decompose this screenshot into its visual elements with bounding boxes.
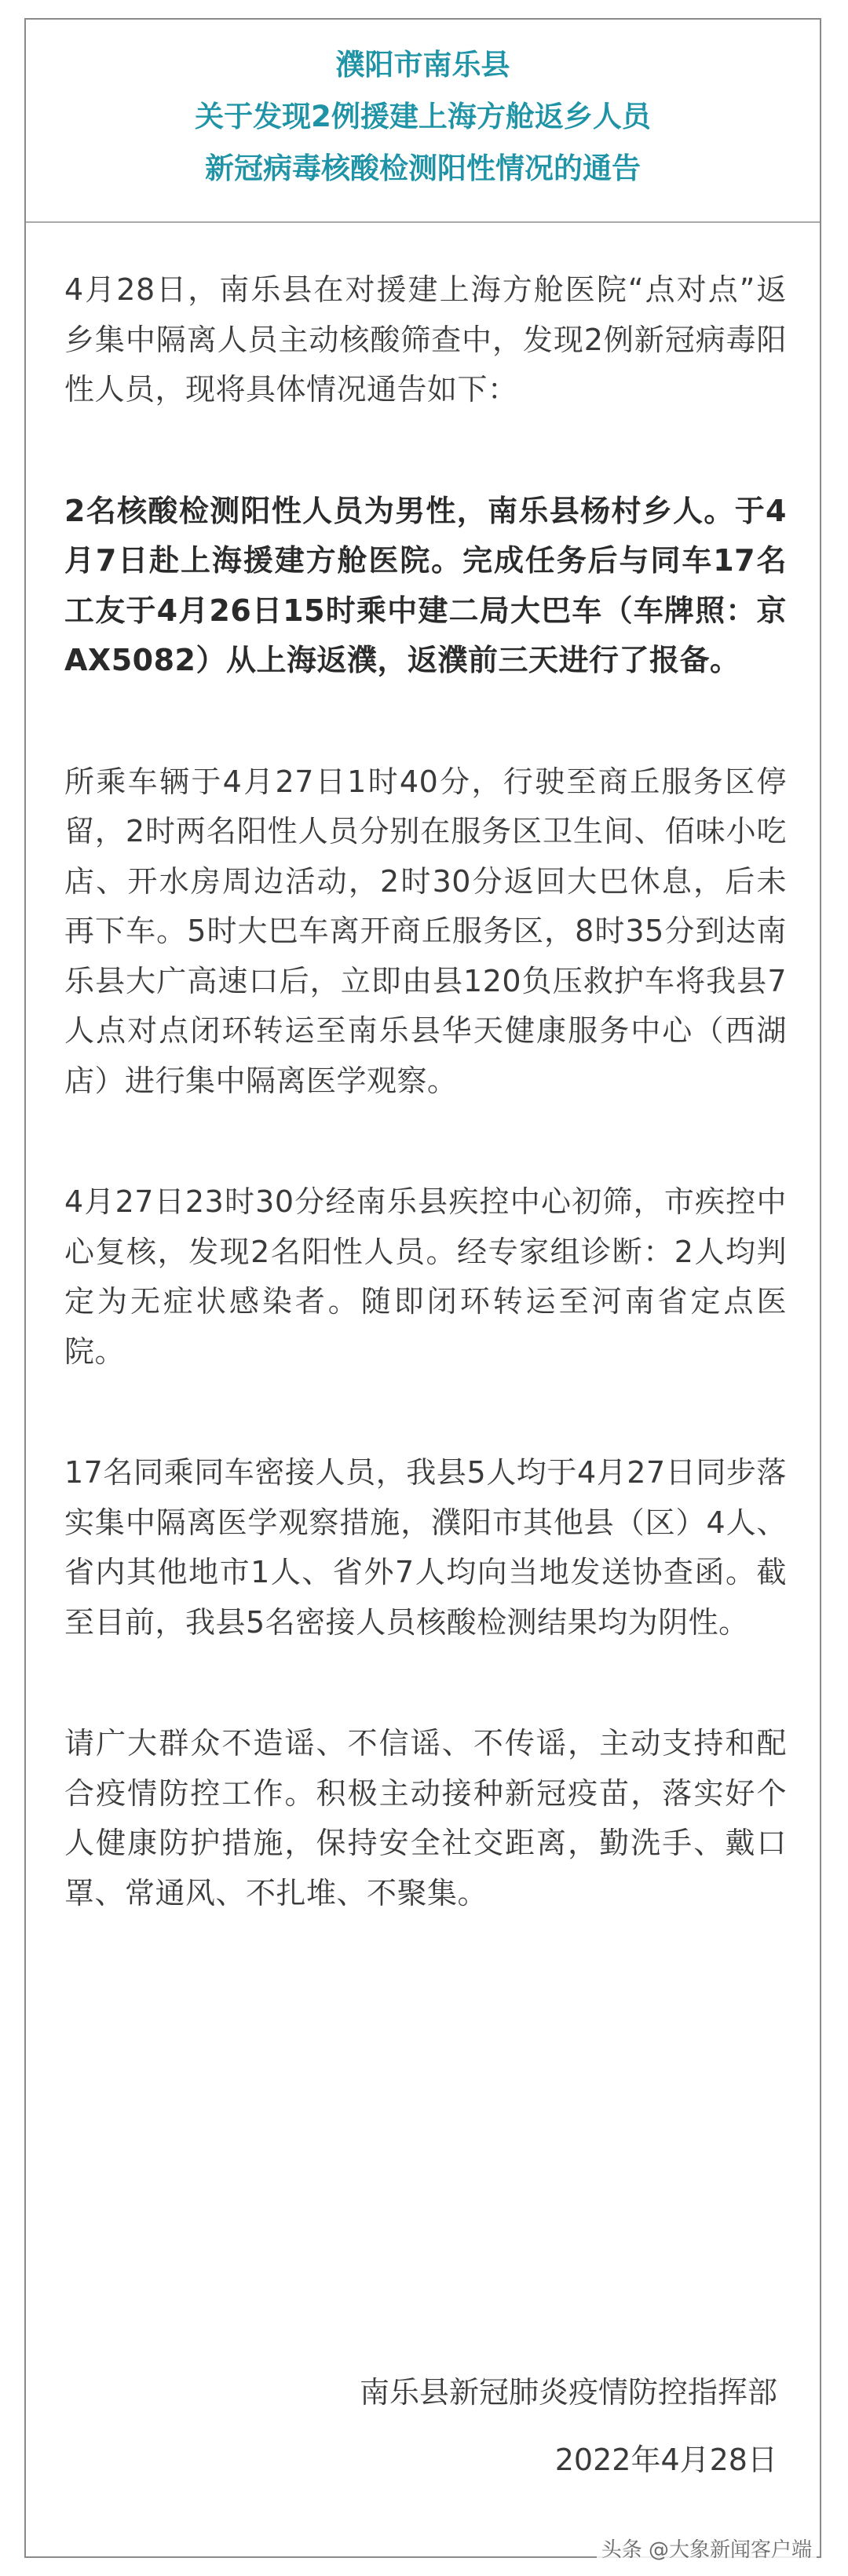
paragraph-intro: 4月28日，南乐县在对援建上海方舱医院“点对点”返乡集中隔离人员主动核酸筛查中，发现2例新冠病毒阳性人员，现将具体情况通告如下： [64, 272, 787, 407]
watermark: 头条 @大象新闻客户端 [597, 2534, 817, 2563]
paragraph-case-info: 2名核酸检测阳性人员为男性，南乐县杨村乡人。于4月7日赴上海援建方舱医院。完成任务后与同车17名工友于4月26日15时乘中建二局大巴车（车牌照：京AX5082）从上海返濮，返濮前三天进行了报备。 [64, 493, 787, 677]
title-divider [26, 221, 820, 223]
notice-body [64, 265, 787, 1990]
signature-organization: 南乐县新冠肺炎疫情防控指挥部 [359, 2375, 777, 2410]
paragraph-contacts: 17名同乘同车密接人员，我县5人均于4月27日同步落实集中隔离医学观察措施，濮阳市其他县（区）4人、省内其他地市1人、省外7人均向当地发送协查函。截至目前，我县5名密接人员核酸检测结果均为阴性。 [64, 1455, 787, 1640]
notice-title [24, 43, 821, 199]
title-line-2: 关于发现2例援建上海方舱返乡人员 [195, 100, 651, 133]
paragraph-route: 所乘车辆于4月27日1时40分，行驶至商丘服务区停留，2时两名阳性人员分别在服务区卫生间、佰味小吃店、开水房周边活动，2时30分返回大巴休息，后未再下车。5时大巴车离开商丘服务区，8时35分到达南乐县大广高速口后，立即由县120负压救护车将我县7人点对点闭环转运至南乐县华天健康服务中心（西湖店）进行集中隔离医学观察。 [64, 764, 787, 1098]
paragraph-appeal: 请广大群众不造谣、不信谣、不传谣，主动支持和配合疫情防控工作。积极主动接种新冠疫苗，落实好个人健康防护措施，保持安全社交距离，勤洗手、戴口罩、常通风、不扎堆、不聚集。 [64, 1726, 787, 1910]
paragraph-diagnosis: 4月27日23时30分经南乐县疾控中心初筛，市疾控中心复核，发现2名阳性人员。经专家组诊断：2人均判定为无症状感染者。随即闭环转运至河南省定点医院。 [64, 1184, 787, 1369]
title-line-1: 濮阳市南乐县 [335, 48, 510, 82]
title-line-3: 新冠病毒核酸检测阳性情况的通告 [205, 151, 641, 185]
signature-date: 2022年4月28日 [554, 2443, 777, 2477]
